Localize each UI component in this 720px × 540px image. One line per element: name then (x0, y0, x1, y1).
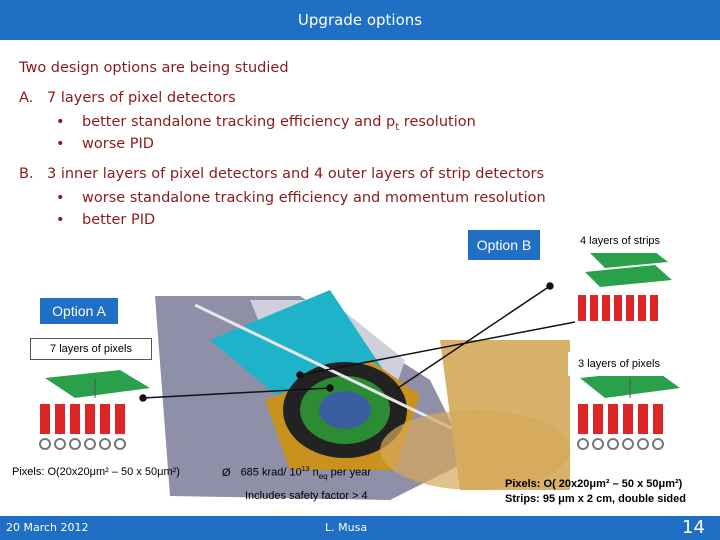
dose-caption: Ø 685 krad/ $10^{13}$ $n_{eq}$ per year (222, 466, 372, 481)
option-a-label: Option A (40, 298, 118, 324)
pixel-module-b (578, 370, 680, 449)
option-b-marker: B. (19, 166, 34, 182)
footer-bar (0, 516, 720, 540)
blue-layer (319, 391, 371, 429)
strip-module-b (578, 248, 672, 321)
option-b-bullet-1: worse standalone tracking efficiency and momentum resolution (82, 190, 546, 206)
option-b-heading: 3 inner layers of pixel detectors and 4 outer layers of strip detectors (47, 166, 545, 182)
pixels-a-caption: Pixels: O(20x20μm² – 50 x 50μm²) (12, 466, 180, 478)
option-a-heading: 7 layers of pixel detectors (47, 90, 236, 106)
footer-author: L. Musa (325, 521, 368, 534)
footer-date: 20 March 2012 (6, 521, 89, 534)
slide-title: Upgrade options (297, 11, 423, 29)
page-number: 14 (682, 517, 705, 538)
option-a-bullet-1: better standalone tracking efficiency and $p_t$ resolution (82, 114, 476, 133)
pixels-b-label: 3 layers of pixels (568, 352, 670, 376)
option-b-bullet-2: better PID (82, 212, 156, 228)
intro-text: Two design options are being studied (19, 60, 289, 76)
bullet-icon: • (56, 190, 65, 206)
safety-caption: Includes safety factor > 4 (245, 490, 368, 502)
option-a-bullet-2: worse PID (82, 136, 154, 152)
option-a-marker: A. (19, 90, 34, 106)
option-b-label: Option B (468, 230, 540, 260)
pixel-module-a (40, 370, 150, 449)
pixels-a-label: 7 layers of pixels (30, 338, 152, 360)
bullet-icon: • (56, 136, 65, 152)
bullet-icon: • (56, 212, 65, 228)
strips-b-caption: Strips: 95 μm x 2 cm, double sided (505, 493, 686, 505)
strips-label: 4 layers of strips (560, 229, 680, 253)
pixels-b-caption: Pixels: O( 20x20μm² – 50 x 50μm²) (505, 478, 683, 490)
bullet-icon: • (56, 114, 65, 130)
